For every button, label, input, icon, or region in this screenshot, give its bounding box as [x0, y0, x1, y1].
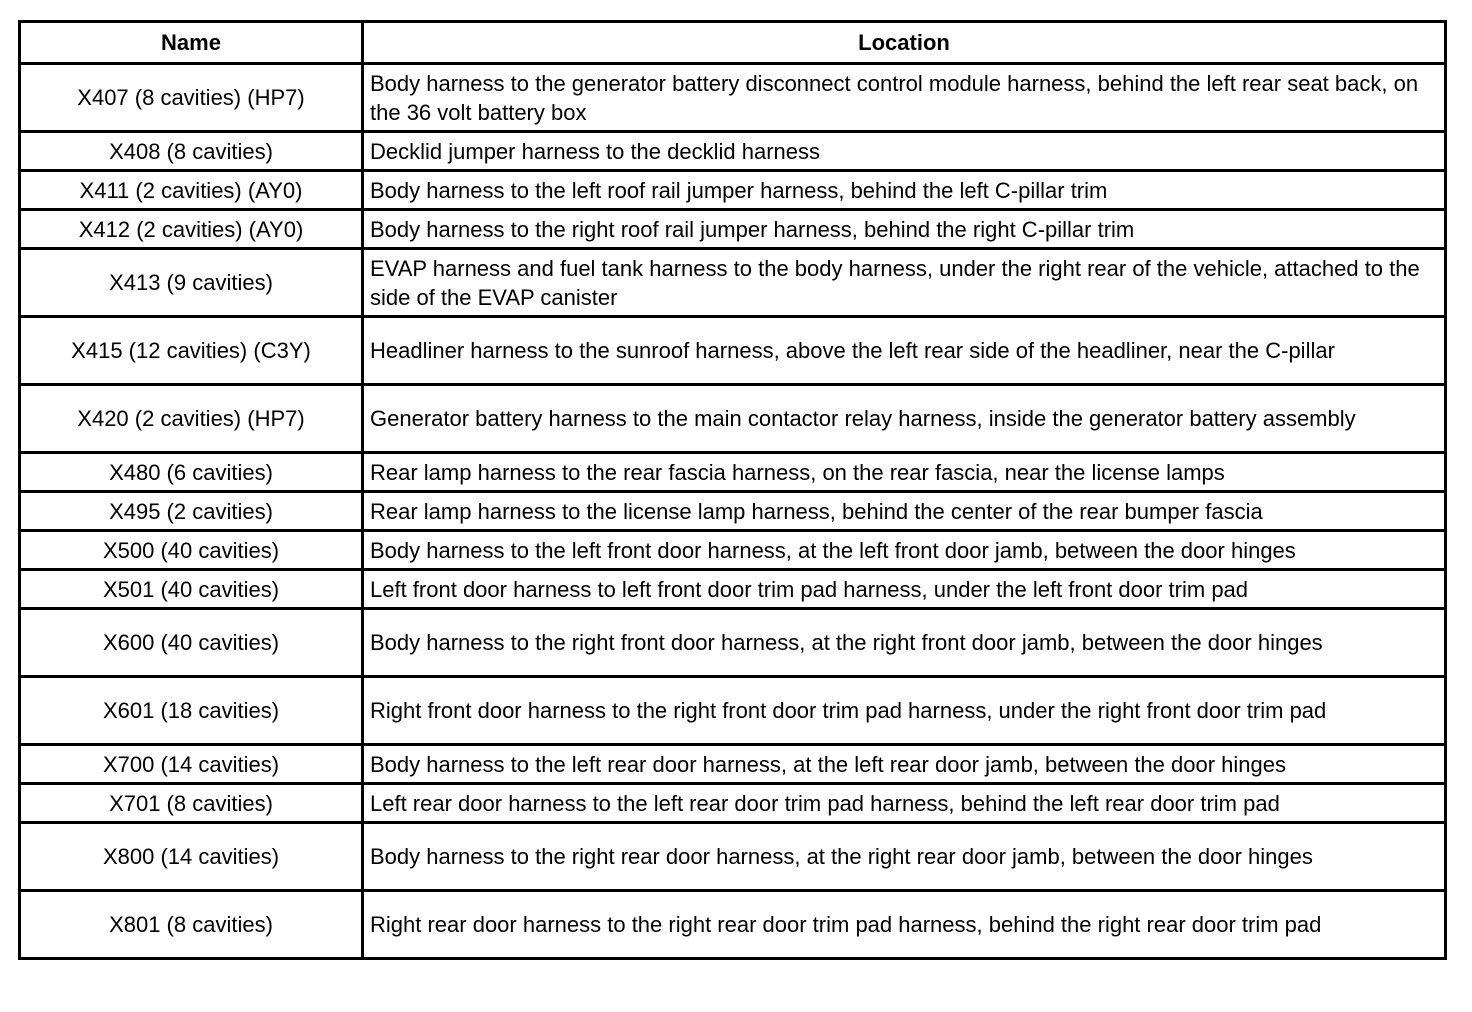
connector-location: Left rear door harness to the left rear door trim pad harness, behind the left rear door trim pad — [363, 784, 1446, 823]
connector-location: EVAP harness and fuel tank harness to the body harness, under the right rear of the vehicle, attached to the side of the EVAP canister — [363, 249, 1446, 317]
table-row — [20, 784, 1446, 823]
connector-name: X701 (8 cavities) — [20, 784, 363, 823]
connector-location: Body harness to the left front door harness, at the left front door jamb, between the door hinges — [363, 531, 1446, 570]
table-row — [20, 453, 1446, 492]
connector-location: Body harness to the generator battery disconnect control module harness, behind the left rear seat back, on the 36 volt battery box — [363, 64, 1446, 132]
connector-location: Body harness to the left roof rail jumper harness, behind the left C-pillar trim — [363, 171, 1446, 210]
connector-name: X415 (12 cavities) (C3Y) — [20, 317, 363, 385]
table-row — [20, 570, 1446, 609]
table-row — [20, 745, 1446, 784]
table-row — [20, 677, 1446, 745]
connector-name: X600 (40 cavities) — [20, 609, 363, 677]
connector-name: X501 (40 cavities) — [20, 570, 363, 609]
table-row — [20, 609, 1446, 677]
connector-name: X500 (40 cavities) — [20, 531, 363, 570]
connector-name: X801 (8 cavities) — [20, 891, 363, 959]
table-row — [20, 132, 1446, 171]
connector-name: X411 (2 cavities) (AY0) — [20, 171, 363, 210]
connector-name: X800 (14 cavities) — [20, 823, 363, 891]
connector-name: X408 (8 cavities) — [20, 132, 363, 171]
table-row — [20, 492, 1446, 531]
connector-location: Body harness to the right rear door harness, at the right rear door jamb, between the door hinges — [363, 823, 1446, 891]
connector-location: Body harness to the right front door harness, at the right front door jamb, between the door hinges — [363, 609, 1446, 677]
header-name: Name — [20, 22, 363, 64]
table-row — [20, 317, 1446, 385]
connector-location: Rear lamp harness to the license lamp harness, behind the center of the rear bumper fascia — [363, 492, 1446, 531]
table-row — [20, 210, 1446, 249]
connector-name: X480 (6 cavities) — [20, 453, 363, 492]
connector-location: Rear lamp harness to the rear fascia harness, on the rear fascia, near the license lamps — [363, 453, 1446, 492]
connector-location: Right front door harness to the right front door trim pad harness, under the right front door trim pad — [363, 677, 1446, 745]
connector-name: X420 (2 cavities) (HP7) — [20, 385, 363, 453]
table-row — [20, 823, 1446, 891]
connector-location: Right rear door harness to the right rear door trim pad harness, behind the right rear door trim pad — [363, 891, 1446, 959]
header-location: Location — [363, 22, 1446, 64]
table-row — [20, 531, 1446, 570]
connector-location: Decklid jumper harness to the decklid harness — [363, 132, 1446, 171]
table-row — [20, 171, 1446, 210]
table-row — [20, 891, 1446, 959]
table-row — [20, 64, 1446, 132]
connector-table-container — [18, 20, 1444, 960]
connector-name: X413 (9 cavities) — [20, 249, 363, 317]
connector-name: X495 (2 cavities) — [20, 492, 363, 531]
table-row — [20, 385, 1446, 453]
connector-location: Body harness to the right roof rail jumper harness, behind the right C-pillar trim — [363, 210, 1446, 249]
table-row — [20, 249, 1446, 317]
header-row — [20, 22, 1446, 64]
connector-name: X601 (18 cavities) — [20, 677, 363, 745]
connector-name: X412 (2 cavities) (AY0) — [20, 210, 363, 249]
connector-location: Left front door harness to left front door trim pad harness, under the left front door trim pad — [363, 570, 1446, 609]
connector-location-table — [18, 20, 1447, 960]
connector-name: X407 (8 cavities) (HP7) — [20, 64, 363, 132]
connector-location: Body harness to the left rear door harness, at the left rear door jamb, between the door hinges — [363, 745, 1446, 784]
connector-location: Generator battery harness to the main contactor relay harness, inside the generator battery assembly — [363, 385, 1446, 453]
connector-location: Headliner harness to the sunroof harness, above the left rear side of the headliner, near the C-pillar — [363, 317, 1446, 385]
connector-name: X700 (14 cavities) — [20, 745, 363, 784]
